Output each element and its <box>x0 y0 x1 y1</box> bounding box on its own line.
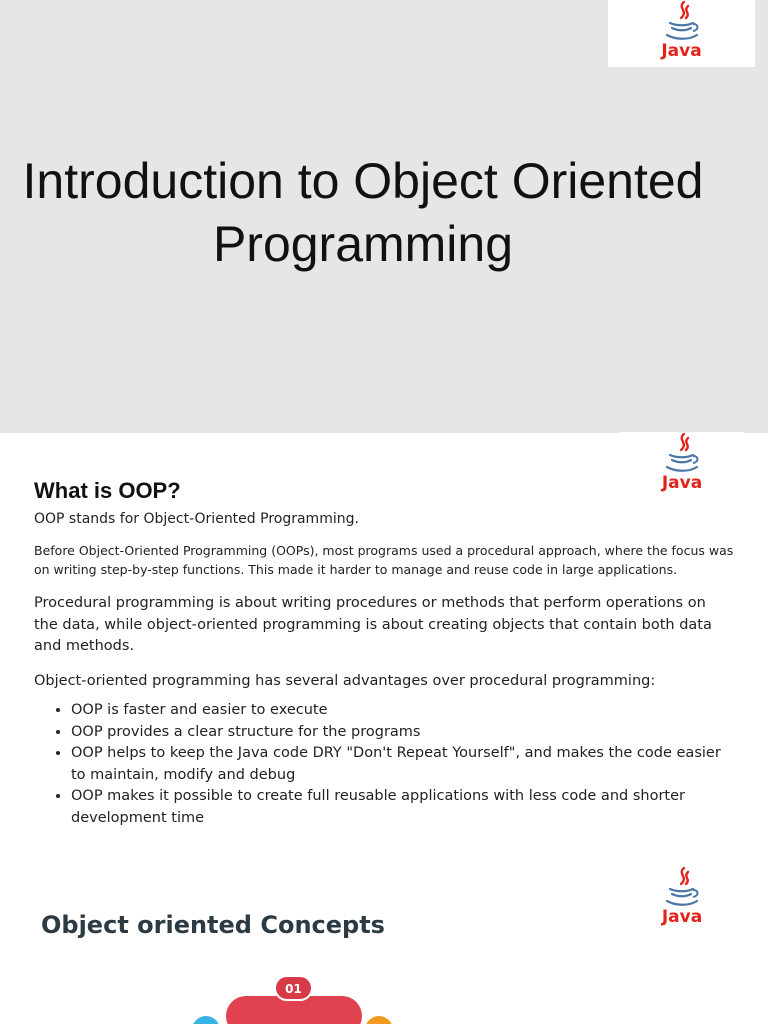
concept-blue-node <box>192 1016 220 1024</box>
procedural-vs-oop: Procedural programming is about writing procedures or methods that perform operations on the data, while object-oriented programming is about creating objects that contain both data and methods. <box>34 595 712 654</box>
list-item: • OOP makes it possible to create full reusable applications with less code and shorter development time <box>71 786 734 829</box>
java-logo <box>608 0 755 67</box>
concepts-heading: Object oriented Concepts <box>41 911 385 939</box>
oop-history: Before Object-Oriented Programming (OOPs), most programs used a procedural approach, where the focus was on writing step-by-step functions. This made it harder to manage and reuse code in large applications. <box>34 543 734 577</box>
java-logo-text: Java <box>661 473 703 493</box>
java-logo <box>620 866 744 936</box>
java-cup-icon <box>662 866 702 908</box>
concept-badge-label: 01 <box>285 982 302 996</box>
concepts-diagram <box>0 970 768 1024</box>
list-item: • OOP provides a clear structure for the programs <box>71 722 734 744</box>
advantages-intro: Object-oriented programming has several advantages over procedural programming: <box>34 672 656 689</box>
oop-content <box>34 478 734 829</box>
java-logo-text: Java <box>661 41 702 61</box>
list-item: • OOP helps to keep the Java code DRY "Don't Repeat Yourself", and makes the code easier to maintain, modify and debug <box>71 743 734 786</box>
title-slide <box>0 0 768 433</box>
concept-orange-node <box>365 1016 393 1024</box>
list-item: • OOP is faster and easier to execute <box>71 700 734 722</box>
java-cup-icon <box>662 0 702 42</box>
oop-heading: What is OOP? <box>34 478 181 503</box>
java-logo-text: Java <box>661 907 703 927</box>
slide-title: Introduction to Object Oriented Programming <box>22 153 704 272</box>
advantages-list <box>34 700 734 829</box>
java-cup-icon <box>662 432 702 474</box>
oop-definition: OOP stands for Object-Oriented Programming. <box>34 511 359 527</box>
